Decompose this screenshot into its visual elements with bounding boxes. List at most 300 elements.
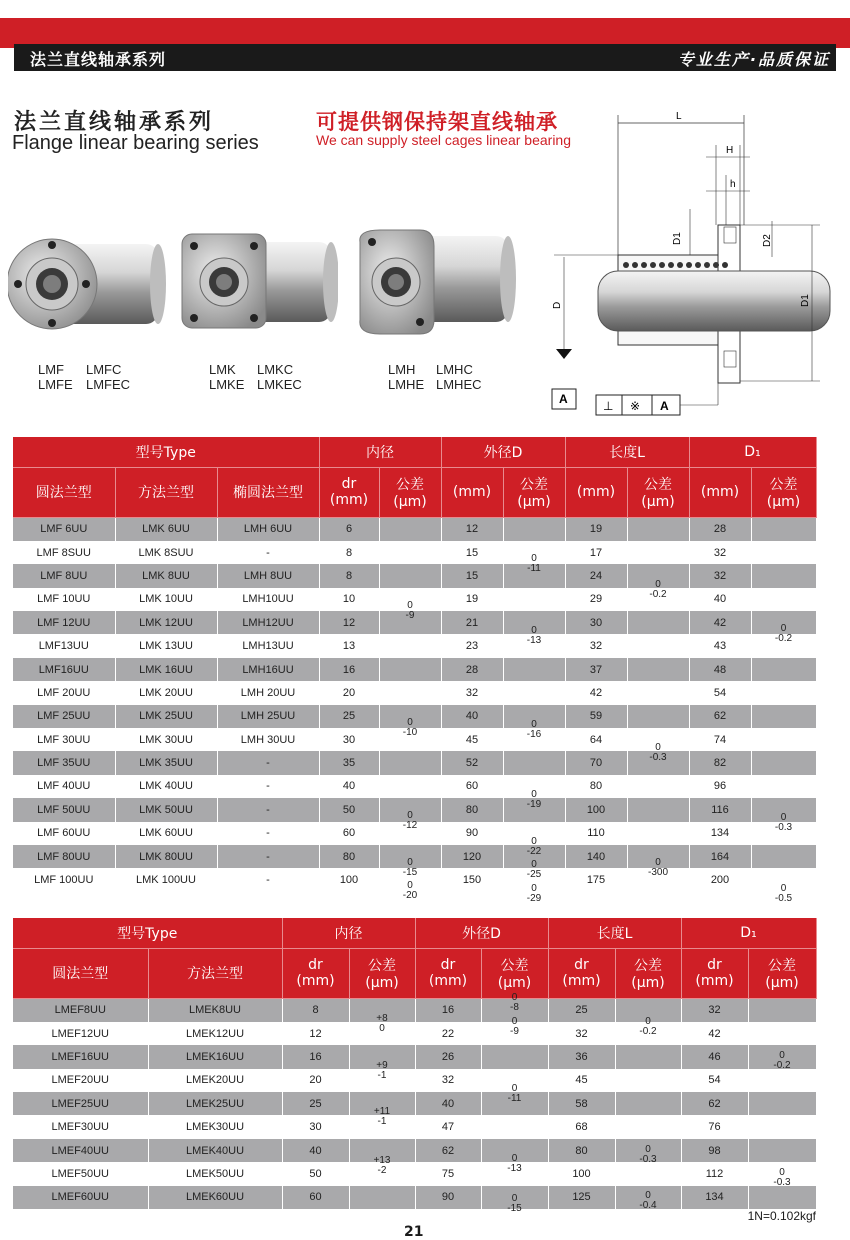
- cell-outer-d: 45: [441, 728, 503, 751]
- cell-d1-tol: [748, 998, 816, 1022]
- cell-outer-d: 80: [441, 798, 503, 821]
- cell-outer-tol: [503, 517, 565, 541]
- cell-inner-tol: [379, 634, 441, 657]
- dim-d2: D2: [762, 234, 773, 247]
- cell-oval-model: LMH13UU: [217, 634, 319, 657]
- th-square-flange: 方法兰型: [115, 467, 217, 517]
- tolerance-lower: -10: [402, 726, 418, 738]
- cell-outer-d: 21: [441, 611, 503, 634]
- cell-d1-tol: [751, 822, 816, 845]
- cell-outer-tol: [503, 798, 565, 821]
- cell-inner-dr: 10: [319, 588, 379, 611]
- tolerance-lower: 0: [379, 1023, 385, 1035]
- cell-square-model: LMK 16UU: [115, 658, 217, 681]
- cell-inner-dr: 35: [319, 751, 379, 774]
- cell-oval-model: -: [217, 541, 319, 564]
- cell-length-l: 125: [548, 1186, 615, 1209]
- cell-square-model: LMK 8SUU: [115, 541, 217, 564]
- cell-round-model: LMF 6UU: [13, 517, 115, 541]
- tolerance-lower: -9: [405, 609, 415, 621]
- cell-oval-model: LMH 30UU: [217, 728, 319, 751]
- tolerance-upper: 0: [531, 718, 537, 730]
- tolerance-upper: +9: [376, 1059, 388, 1071]
- cell-length-tol: [615, 1022, 681, 1045]
- th-d1: D₁: [689, 437, 816, 467]
- th2-dr-inner: [282, 948, 349, 998]
- cell-inner-tol: [379, 751, 441, 774]
- tolerance-lower: -22: [526, 845, 542, 857]
- cell-length-l: 37: [565, 658, 627, 681]
- th-um-outer: (μm): [517, 494, 551, 510]
- cell-length-tol: [627, 728, 689, 754]
- cell-outer-d: 40: [441, 705, 503, 728]
- tolerance-upper: 0: [407, 716, 413, 728]
- cell-square-model: LMEK8UU: [148, 998, 282, 1022]
- cell-oval-model: -: [217, 868, 319, 891]
- tolerance-lower: -300: [647, 866, 668, 878]
- cell-d1-value: 54: [689, 681, 751, 704]
- th2-dr3: dr: [574, 957, 589, 973]
- page-title-cn: 法兰直线轴承系列: [14, 110, 215, 135]
- cell-square-model: LMK 35UU: [115, 751, 217, 774]
- th-inner: 内径: [319, 437, 441, 467]
- th-tol-d1: [751, 467, 816, 517]
- cell-inner-dr: 8: [282, 998, 349, 1022]
- tolerance-lower: -25: [526, 869, 542, 881]
- cell-outer-tol: [481, 1186, 548, 1209]
- cell-d1-value: 200: [689, 868, 751, 891]
- label-lmfe: LMFE: [38, 377, 73, 392]
- tolerance-lower: -12: [402, 820, 418, 832]
- th-tol-len-label: 公差: [644, 477, 672, 493]
- cell-d1-value: 32: [689, 541, 751, 564]
- cell-length-l: 36: [548, 1045, 615, 1068]
- cell-length-l: 59: [565, 705, 627, 728]
- cell-square-model: LMK 20UU: [115, 681, 217, 704]
- cell-square-model: LMEK12UU: [148, 1022, 282, 1045]
- th2-tol2: 公差: [500, 958, 529, 974]
- th2-tol3: 公差: [634, 958, 662, 974]
- cell-outer-d: 52: [441, 751, 503, 774]
- cell-round-model: LMF 8SUU: [13, 541, 115, 564]
- cell-round-model: LMF 8UU: [13, 564, 115, 587]
- cell-length-tol: [627, 798, 689, 821]
- cell-length-l: 32: [548, 1022, 615, 1045]
- tolerance-lower: -0.2: [649, 588, 667, 600]
- tolerance-upper: 0: [655, 742, 661, 754]
- th-tol-label: 公差: [396, 477, 424, 493]
- th-outer: 外径D: [441, 437, 565, 467]
- cell-length-tol: [615, 1139, 681, 1162]
- cell-outer-d: 150: [441, 868, 503, 891]
- cell-length-l: 110: [565, 822, 627, 845]
- cell-outer-d: 75: [415, 1162, 481, 1185]
- tolerance-upper: +8: [376, 1013, 388, 1025]
- cell-d1-value: 46: [681, 1045, 748, 1068]
- tolerance-lower: -9: [510, 1025, 519, 1037]
- cell-outer-tol: [503, 588, 565, 611]
- cell-d1-value: 54: [681, 1069, 748, 1092]
- label-lmh: LMH: [388, 362, 416, 377]
- th2-um2: (μm): [497, 975, 532, 991]
- cell-outer-d: 90: [415, 1186, 481, 1209]
- cell-inner-tol: [349, 1045, 415, 1068]
- cell-length-l: 42: [565, 681, 627, 704]
- th-type: 型号Type: [13, 437, 319, 467]
- tolerance-upper: 0: [511, 1153, 518, 1165]
- cell-length-tol: [627, 517, 689, 541]
- tolerance-upper: 0: [655, 578, 661, 590]
- cell-inner-dr: 60: [282, 1186, 349, 1209]
- label-lmhc: LMHC: [436, 362, 473, 377]
- cell-d1-tol: [751, 517, 816, 541]
- cell-outer-tol: [503, 541, 565, 564]
- cell-d1-tol: [748, 1069, 816, 1092]
- cell-round-model: LMF 30UU: [13, 728, 115, 751]
- cell-d1-tol: [751, 611, 816, 634]
- cell-square-model: LMK 30UU: [115, 728, 217, 751]
- cell-inner-dr: 8: [319, 564, 379, 587]
- cell-d1-tol: [748, 1186, 816, 1209]
- th2-dr-len: [548, 948, 615, 998]
- cell-round-model: LMEF12UU: [13, 1022, 148, 1045]
- tolerance-upper: 0: [531, 552, 537, 564]
- cell-inner-dr: 8: [319, 541, 379, 564]
- cell-inner-dr: 20: [282, 1069, 349, 1092]
- cell-round-model: LMEF16UU: [13, 1045, 148, 1068]
- cell-round-model: LMEF30UU: [13, 1115, 148, 1138]
- cell-length-l: 68: [548, 1115, 615, 1138]
- th-um-len: (μm): [641, 494, 675, 510]
- cell-inner-dr: 50: [319, 798, 379, 821]
- cell-inner-dr: 12: [319, 611, 379, 634]
- tolerance-upper: 0: [531, 835, 537, 847]
- cell-inner-tol: [379, 728, 441, 751]
- cell-inner-dr: 50: [282, 1162, 349, 1185]
- th2-tol4: 公差: [768, 958, 796, 974]
- header-slogan: 专业生产·品质保证: [677, 50, 830, 69]
- th2-tol1: 公差: [368, 958, 396, 974]
- cell-outer-d: 19: [441, 588, 503, 611]
- cell-length-tol: [627, 588, 689, 611]
- cell-length-tol: [627, 822, 689, 845]
- cell-d1-tol: [751, 751, 816, 774]
- cell-oval-model: LMH10UU: [217, 588, 319, 611]
- cell-length-tol: [627, 705, 689, 728]
- cell-inner-tol: [349, 1022, 415, 1045]
- th2-um1: (μm): [365, 975, 399, 991]
- table2-body: [13, 998, 816, 1212]
- cell-d1-value: 116: [689, 798, 751, 821]
- cell-inner-dr: 13: [319, 634, 379, 657]
- th-mm-d1: (mm): [700, 484, 740, 500]
- th2-um3: (μm): [631, 975, 665, 991]
- th-dr: [319, 467, 379, 517]
- cell-inner-tol: [349, 1162, 415, 1185]
- th2-mm2: (mm): [428, 973, 468, 989]
- cell-outer-tol: [481, 1069, 548, 1092]
- th2-tol-d1: [748, 948, 816, 998]
- cell-outer-d: 90: [441, 822, 503, 845]
- cell-length-l: 175: [565, 868, 627, 891]
- cell-d1-tol: [748, 1022, 816, 1045]
- cell-length-l: 32: [565, 634, 627, 657]
- tolerance-lower: -0.5: [774, 892, 793, 904]
- th-tol-outer-label: 公差: [520, 477, 548, 493]
- tolerance-lower: -1: [377, 1116, 387, 1128]
- table-row: [13, 728, 816, 751]
- cell-d1-value: 134: [681, 1186, 748, 1209]
- cell-oval-model: -: [217, 822, 319, 845]
- cell-outer-tol: [481, 998, 548, 1022]
- cell-square-model: LMEK25UU: [148, 1092, 282, 1115]
- cell-length-tol: [615, 1045, 681, 1068]
- cell-round-model: LMF 100UU: [13, 868, 115, 891]
- cell-square-model: LMK 6UU: [115, 517, 217, 541]
- cell-length-l: 30: [565, 611, 627, 634]
- cell-length-l: 70: [565, 751, 627, 774]
- cell-outer-d: 120: [441, 845, 503, 868]
- tolerance-upper: 0: [511, 1082, 518, 1094]
- cell-round-model: LMF 40UU: [13, 775, 115, 798]
- tolerance-upper: 0: [531, 625, 537, 637]
- table-row: [13, 564, 816, 587]
- label-lmfec: LMFEC: [86, 377, 131, 392]
- product-label-lmf: [38, 362, 134, 392]
- cell-round-model: LMF 80UU: [13, 845, 115, 868]
- footnote: 1N=0.102kgf: [747, 1209, 816, 1223]
- th-oval-flange: 椭圆法兰型: [217, 467, 319, 517]
- table-row: [13, 775, 816, 798]
- cell-round-model: LMF 12UU: [13, 611, 115, 634]
- th2-inner: 内径: [282, 918, 415, 948]
- table-row: [13, 517, 816, 541]
- table-row: [13, 998, 816, 1022]
- table-row: [13, 822, 816, 845]
- cell-oval-model: -: [217, 775, 319, 798]
- label-lmkc: LMKC: [257, 362, 294, 377]
- cell-inner-dr: 30: [319, 728, 379, 751]
- cell-inner-tol: [379, 705, 441, 728]
- cell-outer-d: 16: [415, 998, 481, 1022]
- tolerance-upper: 0: [655, 856, 661, 868]
- tolerance-upper: 0: [531, 859, 537, 871]
- cell-round-model: LMEF60UU: [13, 1186, 148, 1209]
- tolerance-lower: -19: [526, 799, 542, 811]
- table-row: [13, 798, 816, 821]
- th2-outer: 外径D: [415, 918, 548, 948]
- dim-D: D: [552, 301, 563, 309]
- cell-round-model: LMEF40UU: [13, 1139, 148, 1162]
- cell-outer-d: 12: [441, 517, 503, 541]
- cell-outer-d: 62: [415, 1139, 481, 1162]
- cell-d1-value: 164: [689, 845, 751, 868]
- cell-square-model: LMK 40UU: [115, 775, 217, 798]
- th-d1-mm: [689, 467, 751, 517]
- cell-inner-tol: [379, 798, 441, 821]
- th2-tol-inner: [349, 948, 415, 998]
- page-title-en: Flange linear bearing series: [12, 132, 259, 154]
- cell-oval-model: -: [217, 751, 319, 774]
- cell-inner-tol: [379, 517, 441, 541]
- cell-d1-tol: [748, 1139, 816, 1162]
- cell-d1-value: 62: [689, 705, 751, 728]
- cell-round-model: LMF 35UU: [13, 751, 115, 774]
- cell-oval-model: LMH12UU: [217, 611, 319, 634]
- cell-outer-tol: [481, 1045, 548, 1068]
- tolerance-lower: -15: [402, 866, 418, 878]
- tolerance-upper: +13: [373, 1155, 391, 1167]
- cell-d1-tol: [751, 705, 816, 728]
- cell-d1-tol: [748, 1092, 816, 1115]
- th2-round-flange: 圆法兰型: [13, 948, 148, 998]
- cell-inner-dr: 16: [319, 658, 379, 681]
- table1-body: [13, 517, 816, 892]
- cell-square-model: LMK 100UU: [115, 868, 217, 891]
- cell-length-tol: [615, 998, 681, 1022]
- cell-square-model: LMK 8UU: [115, 564, 217, 587]
- cell-round-model: LMEF25UU: [13, 1092, 148, 1115]
- cell-outer-tol: [503, 681, 565, 704]
- th-dr-label: dr: [341, 476, 357, 492]
- cell-round-model: LMEF50UU: [13, 1162, 148, 1185]
- page-number: 21: [404, 1224, 424, 1240]
- cell-square-model: LMEK40UU: [148, 1139, 282, 1162]
- dim-d1-small: D1: [672, 232, 683, 245]
- table-row: [13, 845, 816, 868]
- cell-inner-dr: 100: [319, 868, 379, 891]
- cell-round-model: LMEF8UU: [13, 998, 148, 1022]
- th-tol-d1-label: 公差: [769, 477, 798, 493]
- cell-length-tol: [627, 634, 689, 657]
- label-lmf: LMF: [38, 362, 64, 377]
- cell-inner-tol: [379, 681, 441, 704]
- tolerance-upper: +11: [373, 1106, 391, 1118]
- perpendicular-symbol: ⊥: [603, 399, 614, 413]
- cell-round-model: LMF 20UU: [13, 681, 115, 704]
- cell-d1-value: 28: [689, 517, 751, 541]
- cell-square-model: LMK 80UU: [115, 845, 217, 868]
- dim-H: H: [726, 145, 734, 156]
- cell-d1-tol: [751, 564, 816, 587]
- dim-h: h: [730, 179, 736, 190]
- dim-L: L: [676, 111, 682, 122]
- tolerance-upper: 0: [780, 882, 787, 894]
- tolerance-upper: 0: [511, 1192, 518, 1204]
- cell-length-l: 19: [565, 517, 627, 541]
- frame-datum-A: A: [660, 399, 669, 413]
- tolerance-upper: 0: [779, 1050, 785, 1062]
- tolerance-lower: -2: [377, 1165, 387, 1177]
- cell-inner-dr: 12: [282, 1022, 349, 1045]
- cell-oval-model: LMH 6UU: [217, 517, 319, 541]
- th2-mm4: (mm): [695, 973, 734, 989]
- table-row: [13, 634, 816, 657]
- cell-outer-d: 32: [441, 681, 503, 704]
- tolerance-lower: -0.2: [639, 1025, 657, 1037]
- cell-length-tol: [615, 1186, 681, 1212]
- table-row: [13, 681, 816, 704]
- table-row: [13, 541, 816, 564]
- cell-oval-model: LMH16UU: [217, 658, 319, 681]
- cell-round-model: LMF 10UU: [13, 588, 115, 611]
- th2-tol-len: [615, 948, 681, 998]
- cell-length-tol: [627, 868, 689, 891]
- th-um: (μm): [393, 494, 427, 510]
- th2-d1: D₁: [681, 918, 816, 948]
- label-lmke: LMKE: [209, 377, 245, 392]
- table-row: [13, 588, 816, 611]
- cell-d1-value: 42: [689, 611, 751, 634]
- cell-length-tol: [627, 611, 689, 634]
- th-mm-len: (mm): [576, 484, 616, 500]
- cell-outer-tol: [481, 1115, 548, 1138]
- tolerance-lower: -0.2: [774, 632, 793, 644]
- cell-length-l: 45: [548, 1069, 615, 1092]
- cell-inner-tol: [349, 1139, 415, 1162]
- bearing-round-flange-image: [8, 222, 168, 357]
- product-label-lmk: [209, 362, 305, 392]
- table-row: [13, 1045, 816, 1068]
- cell-outer-tol: [481, 1092, 548, 1115]
- tolerance-lower: -1: [377, 1069, 387, 1081]
- table-row: [13, 868, 816, 891]
- tolerance-lower: -11: [507, 1092, 522, 1104]
- th-round-flange: 圆法兰型: [13, 467, 115, 517]
- table-row: [13, 751, 816, 774]
- cell-inner-dr: 20: [319, 681, 379, 704]
- cell-oval-model: -: [217, 845, 319, 868]
- cell-d1-tol: [748, 1045, 816, 1068]
- th-tol-len: [627, 467, 689, 517]
- tolerance-lower: -16: [526, 728, 542, 740]
- concentric-symbol: ※: [630, 399, 641, 413]
- cell-d1-value: 48: [689, 658, 751, 681]
- cell-inner-tol: [349, 1115, 415, 1138]
- cell-inner-tol: [349, 1092, 415, 1118]
- tolerance-upper: 0: [780, 812, 787, 824]
- cell-square-model: LMK 10UU: [115, 588, 217, 611]
- subtitle-en: We can supply steel cages linear bearing: [316, 132, 572, 148]
- label-lmfc: LMFC: [86, 362, 122, 377]
- cell-inner-tol: [349, 1069, 415, 1092]
- cell-d1-value: 62: [681, 1092, 748, 1115]
- cell-length-l: 29: [565, 588, 627, 611]
- cell-d1-tol: [751, 845, 816, 868]
- th2-dr4: dr: [707, 957, 722, 973]
- cell-square-model: LMEK16UU: [148, 1045, 282, 1068]
- cell-outer-tol: [481, 1162, 548, 1185]
- cell-inner-dr: 16: [282, 1045, 349, 1068]
- datum-A: A: [559, 392, 568, 406]
- th-um-d1: (μm): [766, 494, 801, 510]
- cell-length-l: 100: [548, 1162, 615, 1185]
- cell-inner-dr: 40: [282, 1139, 349, 1162]
- table-row: [13, 1139, 816, 1162]
- label-lmhe: LMHE: [388, 377, 425, 392]
- cell-d1-value: 40: [689, 588, 751, 611]
- cell-length-l: 80: [548, 1139, 615, 1162]
- tolerance-upper: 0: [531, 789, 537, 801]
- th2-mm1: (mm): [296, 973, 335, 989]
- table-row: [13, 611, 816, 634]
- cell-d1-tol: [751, 798, 816, 824]
- cell-outer-d: 47: [415, 1115, 481, 1138]
- cell-inner-dr: 80: [319, 845, 379, 868]
- cell-outer-tol: [503, 705, 565, 728]
- header-slant-decoration: [590, 44, 620, 71]
- tolerance-upper: 0: [645, 1015, 651, 1027]
